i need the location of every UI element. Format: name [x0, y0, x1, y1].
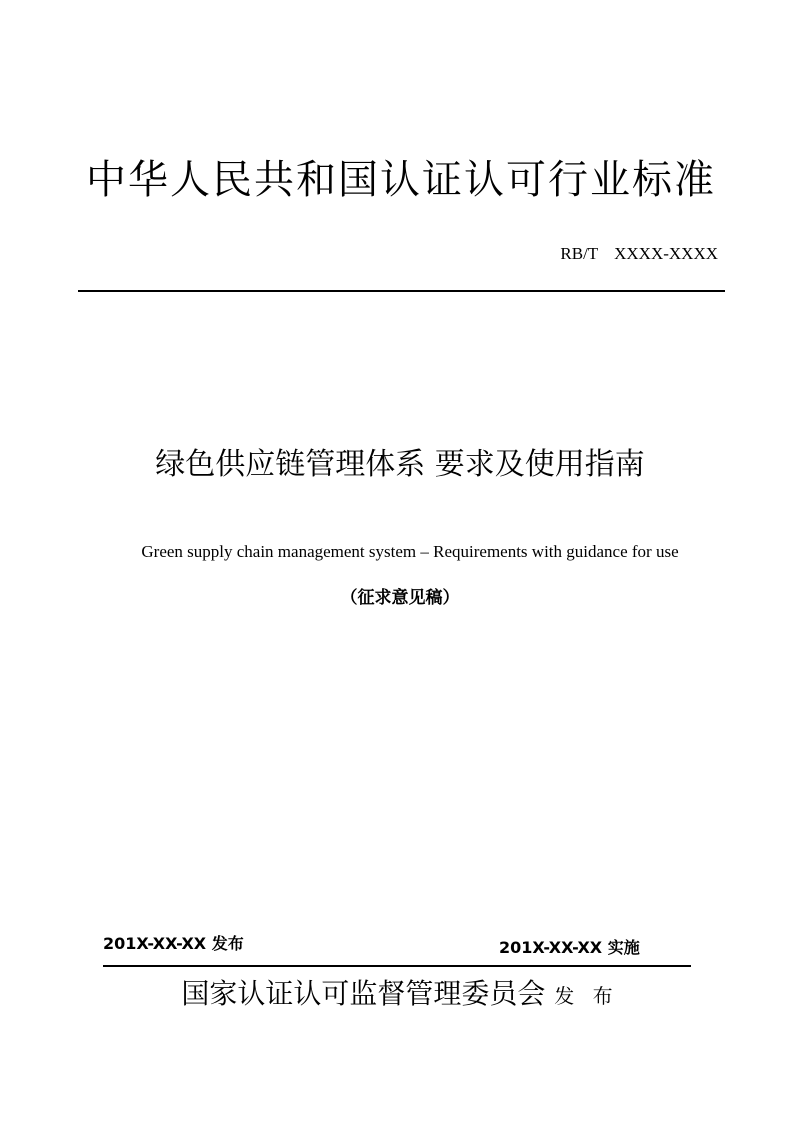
publisher-line	[100, 976, 700, 1014]
publisher-suffix: 发 布	[554, 984, 619, 1008]
standard-type-heading: 中华人民共和国认证认可行业标准	[86, 157, 716, 203]
draft-status: （征求意见稿）	[340, 588, 460, 608]
document-title-cn: 绿色供应链管理体系 要求及使用指南	[155, 447, 645, 482]
effective-date: 201X-XX-XX 实施	[499, 938, 640, 957]
standard-code: RB/T XXXX-XXXX	[560, 244, 718, 263]
document-title-en: Green supply chain management system – Requirements with guidance for use	[141, 542, 679, 561]
publish-date: 201X-XX-XX 发布	[103, 934, 244, 953]
footer-divider	[103, 965, 691, 967]
header-divider	[78, 290, 725, 292]
publisher-name: 国家认证认可监督管理委员会	[181, 977, 546, 1010]
